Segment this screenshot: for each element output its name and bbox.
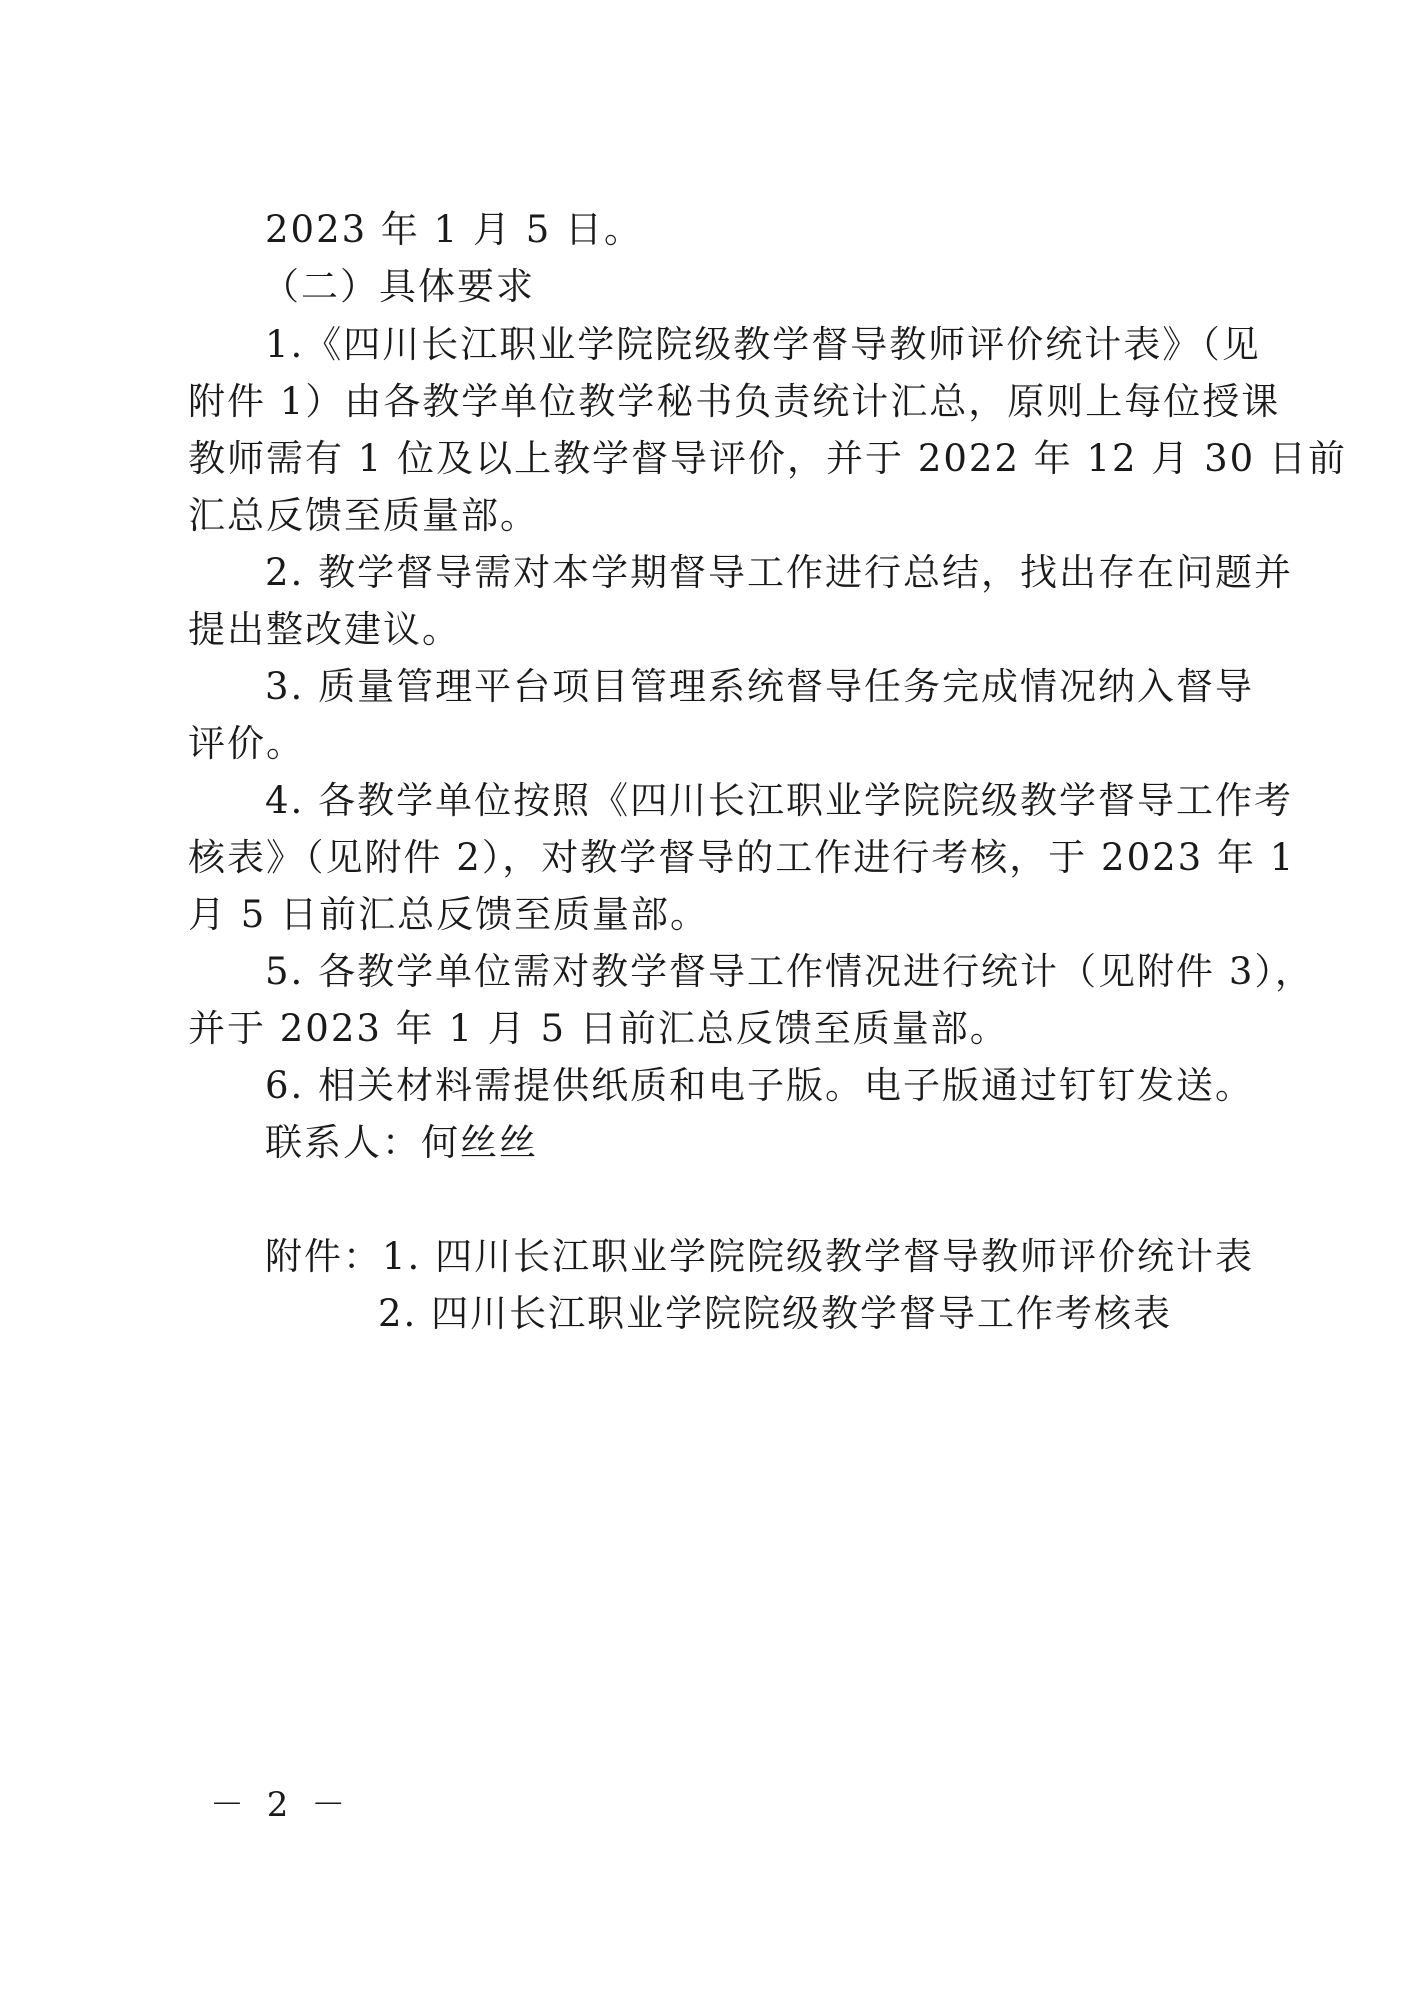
item-2-line-2: 提出整改建议。	[188, 608, 461, 651]
contact-line: 联系人：何丝丝	[265, 1121, 538, 1164]
attachment-2-line: 2. 四川长江职业学院院级教学督导工作考核表	[378, 1292, 1173, 1335]
item-1-line-2: 附件 1）由各教学单位教学秘书负责统计汇总，原则上每位授课	[188, 380, 1281, 423]
date-line: 2023 年 1 月 5 日。	[265, 208, 644, 251]
item-4-line-1: 4. 各教学单位按照《四川长江职业学院院级教学督导工作考	[265, 779, 1294, 822]
item-4-line-2: 核表》（见附件 2），对教学督导的工作进行考核，于 2023 年 1	[188, 836, 1296, 879]
attachment-1-line: 附件：1. 四川长江职业学院院级教学督导教师评价统计表	[265, 1235, 1255, 1278]
item-1-line-1: 1.《四川长江职业学院院级教学督导教师评价统计表》（见	[265, 323, 1261, 366]
section-heading: （二）具体要求	[262, 265, 535, 308]
item-3-line-1: 3. 质量管理平台项目管理系统督导任务完成情况纳入督导	[265, 665, 1255, 708]
item-4-line-3: 月 5 日前汇总反馈至质量部。	[188, 893, 710, 936]
page-number: － 2 －	[210, 1785, 352, 1825]
item-1-line-3: 教师需有 1 位及以上教学督导评价，并于 2022 年 12 月 30 日前	[188, 437, 1347, 480]
item-3-line-2: 评价。	[188, 722, 305, 765]
item-5-line-1: 5. 各教学单位需对教学督导工作情况进行统计（见附件 3），	[265, 950, 1314, 993]
item-2-line-1: 2. 教学督导需对本学期督导工作进行总结，找出存在问题并	[265, 551, 1294, 594]
item-1-line-4: 汇总反馈至质量部。	[188, 494, 539, 537]
item-6-line: 6. 相关材料需提供纸质和电子版。电子版通过钉钉发送。	[265, 1064, 1255, 1107]
item-5-line-2: 并于 2023 年 1 月 5 日前汇总反馈至质量部。	[188, 1007, 1009, 1050]
